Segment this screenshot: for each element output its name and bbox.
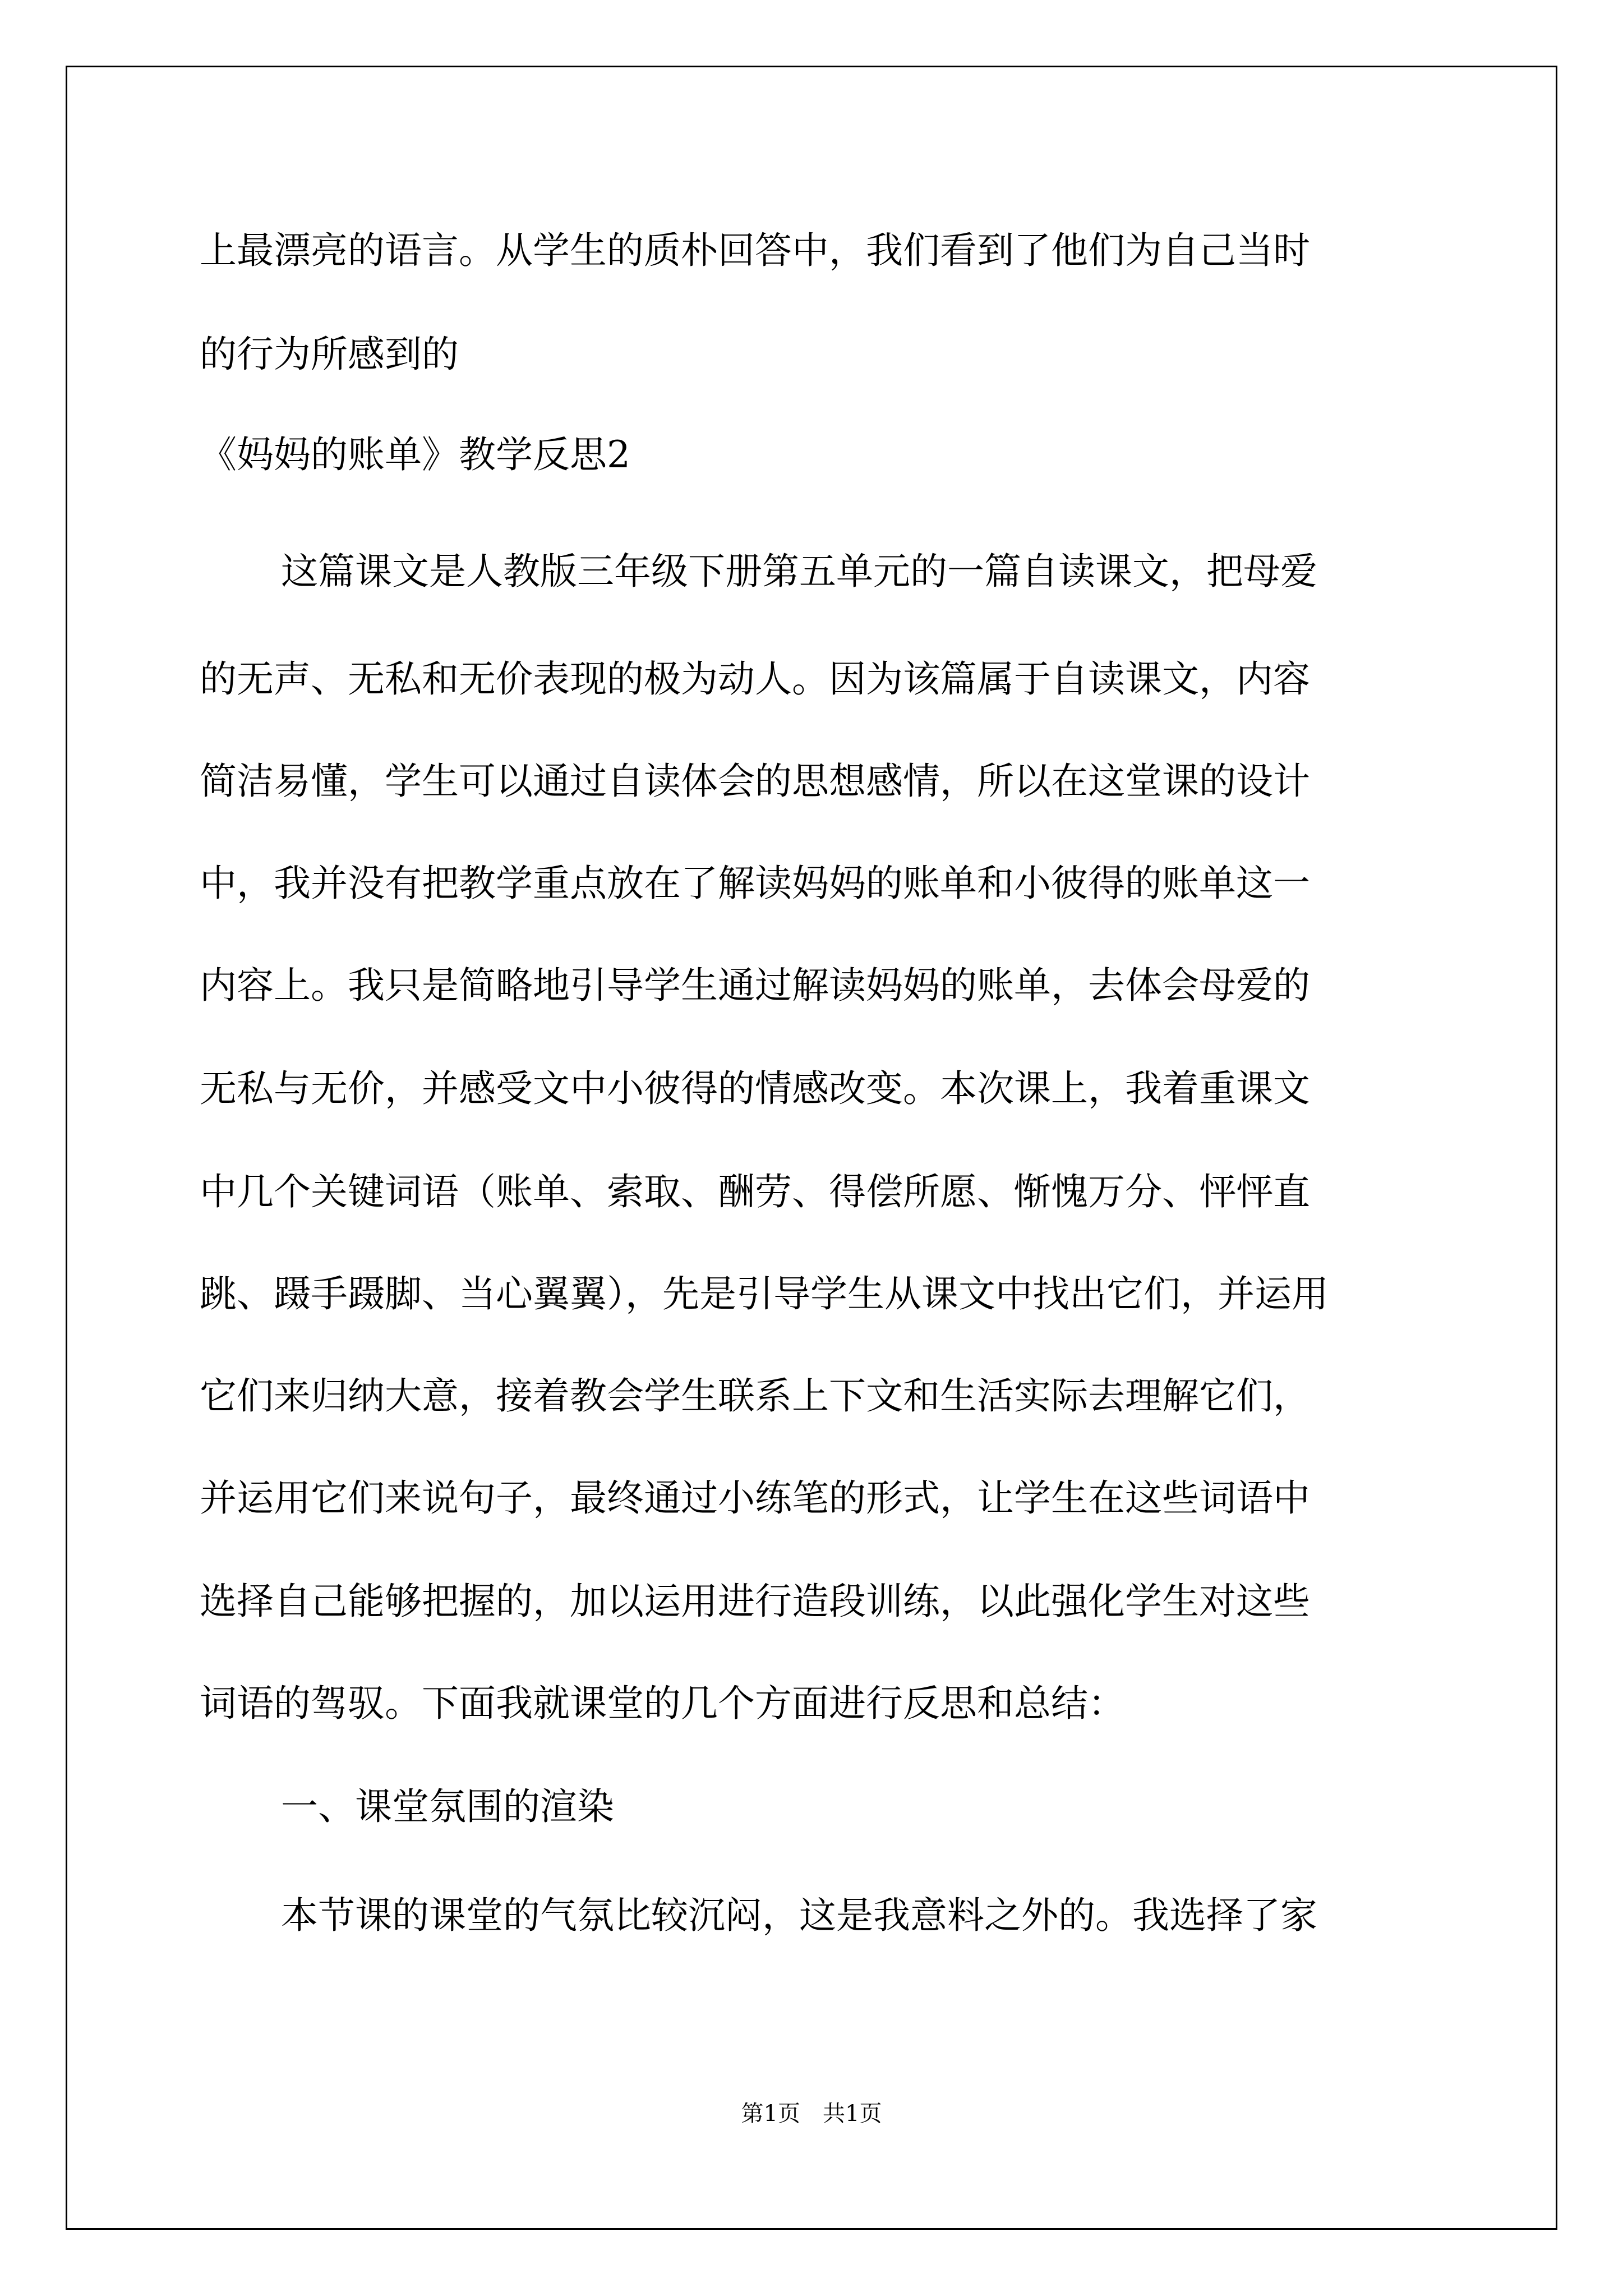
paragraph-line: 无私与无价，并感受文中小彼得的情感改变。本次课上，我着重课文 (200, 1067, 1310, 1110)
paragraph-line: 中几个关键词语（账单、索取、酬劳、得偿所愿、惭愧万分、怦怦直 (200, 1170, 1310, 1213)
paragraph-line: 中，我并没有把教学重点放在了解读妈妈的账单和小彼得的账单这一 (200, 862, 1310, 905)
paragraph-line: 词语的驾驭。下面我就课堂的几个方面进行反思和总结： (200, 1682, 1125, 1725)
paragraph-line: 这篇课文是人教版三年级下册第五单元的一篇自读课文，把母爱 (281, 550, 1317, 593)
paragraph-line: 跳、蹑手蹑脚、当心翼翼），先是引导学生从课文中找出它们，并运用 (200, 1272, 1329, 1315)
section-heading: 《妈妈的账单》教学反思2 (200, 433, 630, 476)
paragraph-line: 本节课的课堂的气氛比较沉闷，这是我意料之外的。我选择了家 (281, 1894, 1317, 1937)
paragraph-line: 的无声、无私和无价表现的极为动人。因为该篇属于自读课文，内容 (200, 657, 1310, 701)
paragraph-line: 的行为所感到的 (200, 333, 459, 376)
paragraph-line: 选择自己能够把握的，加以运用进行造段训练，以此强化学生对这些 (200, 1580, 1310, 1623)
paragraph-line: 上最漂亮的语言。从学生的质朴回答中，我们看到了他们为自己当时 (200, 229, 1310, 272)
paragraph-line: 它们来归纳大意，接着教会学生联系上下文和生活实际去理解它们， (200, 1374, 1310, 1418)
page-number-footer: 第1页 共1页 (741, 2101, 882, 2127)
paragraph-line: 简洁易懂，学生可以通过自读体会的思想感情，所以在这堂课的设计 (200, 760, 1310, 803)
subsection-heading: 一、课堂氛围的渲染 (281, 1785, 614, 1828)
paragraph-line: 并运用它们来说句子，最终通过小练笔的形式，让学生在这些词语中 (200, 1476, 1310, 1520)
paragraph-line: 内容上。我只是简略地引导学生通过解读妈妈的账单，去体会母爱的 (200, 964, 1310, 1007)
